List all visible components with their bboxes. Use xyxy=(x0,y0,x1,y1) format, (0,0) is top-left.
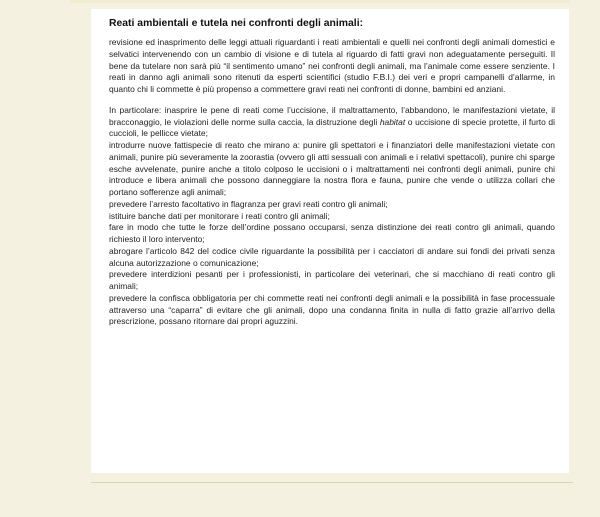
list-item-articolo-842: abrogare l’articolo 842 del codice civile riguardante la possibilità per i cacciatori di andare sui fondi dei privati senza alcuna autorizzazione o comunicazione; xyxy=(109,245,555,268)
list-item-nuove-fattispecie: introdurre nuove fattispecie di reato che mirano a: punire gli spettatori e i finanziatori delle manifestazioni vietate con animali, punire più severamente la zoorastia (ovvero gli atti sessuali con animali e i relativi spettacoli), punire chi sparge esche avvelenate, punire anche a titolo colposo le uccisioni o i maltrattamenti nei confronti degli animali, punire chi introduce e libera animali che possono danneggiare la nostra flora e fauna, punire che vende o utilizza collari che portano sofferenze agli animali; xyxy=(109,140,555,197)
list-item-forze-ordine: fare in modo che tutte le forze dell’ordine possano occuparsi, senza distinzione dei reati contro gli animali, quando richiesto il loro intervento; xyxy=(109,222,555,244)
bottom-divider xyxy=(91,482,573,483)
list-item-confisca: prevedere la confisca obbligatoria per chi commette reati nei confronti degli animali e la possibilità in fase processuale attraverso una “caparra” di evitare che gli animali, dopo una condanna finita in nulla di fatto grazie all’arrivo della prescrizione, possano ritornare dai propri aguzzini. xyxy=(109,292,555,327)
particolare-text-start: In particolare: inasprire le pene di reati come l’uccisione, il maltrattamento, l’abbandono, le manifestazioni vietate, il bracconaggio, le violazioni delle norme sulla caccia, la distruzione degli xyxy=(109,104,555,127)
list-item-arresto: prevedere l’arresto facoltativo in flagranza per gravi reati contro gli animali; xyxy=(109,198,388,209)
page-top-border xyxy=(70,0,570,3)
list-item-banche-dati: istituire banche dati per monitorare i reati contro gli animali; xyxy=(109,210,330,221)
paragraph-gap xyxy=(109,96,555,105)
habitat-italic: habitat xyxy=(379,116,406,127)
particolare-text-end: o uccisione di specie protette, il furto di cuccioli, le pellicce vietate; xyxy=(109,116,555,139)
document-card xyxy=(91,9,569,473)
intro-paragraph: revisione ed inasprimento delle leggi attuali riguardanti i reati ambientali e quelli nei confronti degli animali domestici e selvatici intervenendo con un cambio di visione e di tutela al riguardo di fatti gravi non adeguatamente perseguiti. Il bene da tutelare non sarà più “il sentimento umano” nei confronti degli animali, ma l’animale come essere senziente. I reati in danno agli animali sono ritenuti da esperti scientifici (studio F.B.I.) dei veri e propri campanelli d’allarme, in quanto chi li commette è più propenso a commettere gravi reati nei confronti di donne, bambini ed anziani. xyxy=(109,37,555,94)
particolare-paragraph xyxy=(109,105,555,140)
document-title: Reati ambientali e tutela nei confronti degli animali: xyxy=(109,18,364,29)
list-item-interdizioni: prevedere interdizioni pesanti per i professionisti, in particolare dei veterinari, che si macchiano di reati contro gli animali; xyxy=(109,269,555,291)
